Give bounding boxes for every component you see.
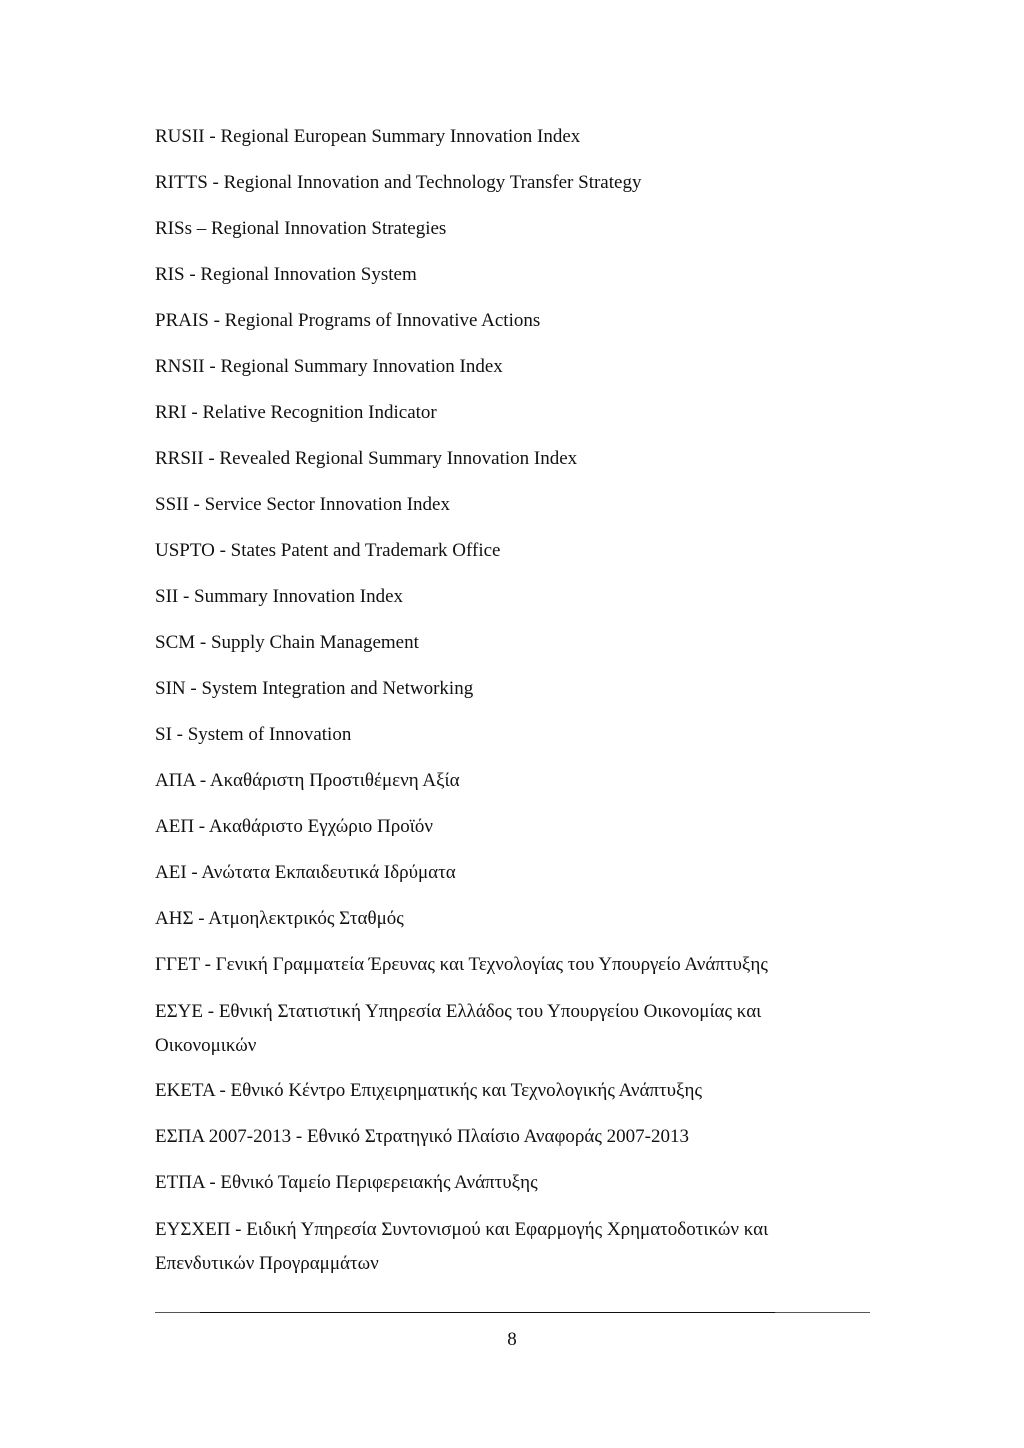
page-number: 8	[507, 1329, 517, 1350]
abbreviation-entry: RUSII - Regional European Summary Innovation Index	[155, 126, 581, 147]
abbreviation-entry: ΕΤΠΑ - Εθνικό Ταμείο Περιφερειακής Ανάπτυξης	[155, 1172, 538, 1193]
abbreviation-entry: ΑΗΣ - Ατμοηλεκτρικός Σταθμός	[155, 908, 404, 929]
footer-divider	[155, 1312, 870, 1313]
abbreviation-entry: RRSII - Revealed Regional Summary Innovation Index	[155, 448, 578, 469]
abbreviation-entry: ΑΠΑ - Ακαθάριστη Προστιθέμενη Αξία	[155, 770, 460, 791]
abbreviation-entry: ΑΕΠ - Ακαθάριστο Εγχώριο Προϊόν	[155, 816, 433, 837]
abbreviation-entry: RITTS - Regional Innovation and Technology Transfer Strategy	[155, 172, 642, 193]
abbreviation-entry: USPTO - States Patent and Trademark Office	[155, 540, 501, 561]
abbreviation-entry: SII - Summary Innovation Index	[155, 586, 404, 607]
abbreviation-entry: SIN - System Integration and Networking	[155, 678, 474, 699]
abbreviation-entry: RNSII - Regional Summary Innovation Index	[155, 356, 503, 377]
footer-divider-dark-segment	[200, 1312, 775, 1313]
abbreviation-entry: RRI - Relative Recognition Indicator	[155, 402, 437, 423]
abbreviation-entry: ΑΕΙ - Ανώτατα Εκπαιδευτικά Ιδρύματα	[155, 862, 456, 883]
abbreviation-entry: RISs – Regional Innovation Strategies	[155, 218, 447, 239]
abbreviation-entry: ΕΚΕΤΑ - Εθνικό Κέντρο Επιχειρηματικής και Τεχνολογικής Ανάπτυξης	[155, 1080, 702, 1101]
abbreviation-entry: ΕΣΠΑ 2007-2013 - Εθνικό Στρατηγικό Πλαίσιο Αναφοράς 2007-2013	[155, 1126, 689, 1147]
abbreviation-entry: SCM - Supply Chain Management	[155, 632, 419, 653]
abbreviation-entry: RIS - Regional Innovation System	[155, 264, 417, 285]
abbreviations-list	[155, 121, 855, 1293]
abbreviation-entry: ΕΣΥΕ - Εθνική Στατιστική Υπηρεσία Ελλάδος του Υπουργείου Οικονομίας και Οικονομικών	[155, 1001, 762, 1056]
abbreviation-entry: ΕΥΣΧΕΠ - Ειδική Υπηρεσία Συντονισμού και Εφαρμογής Χρηματοδοτικών και Επενδυτικών Προγραμμάτων	[155, 1219, 769, 1274]
abbreviation-entry: ΓΓΕΤ - Γενική Γραμματεία Έρευνας και Τεχνολογίας του Υπουργείο Ανάπτυξης	[155, 954, 768, 975]
abbreviation-entry: SSII - Service Sector Innovation Index	[155, 494, 450, 515]
abbreviation-entry: PRAIS - Regional Programs of Innovative Actions	[155, 310, 541, 331]
abbreviation-entry: SI - System of Innovation	[155, 724, 352, 745]
